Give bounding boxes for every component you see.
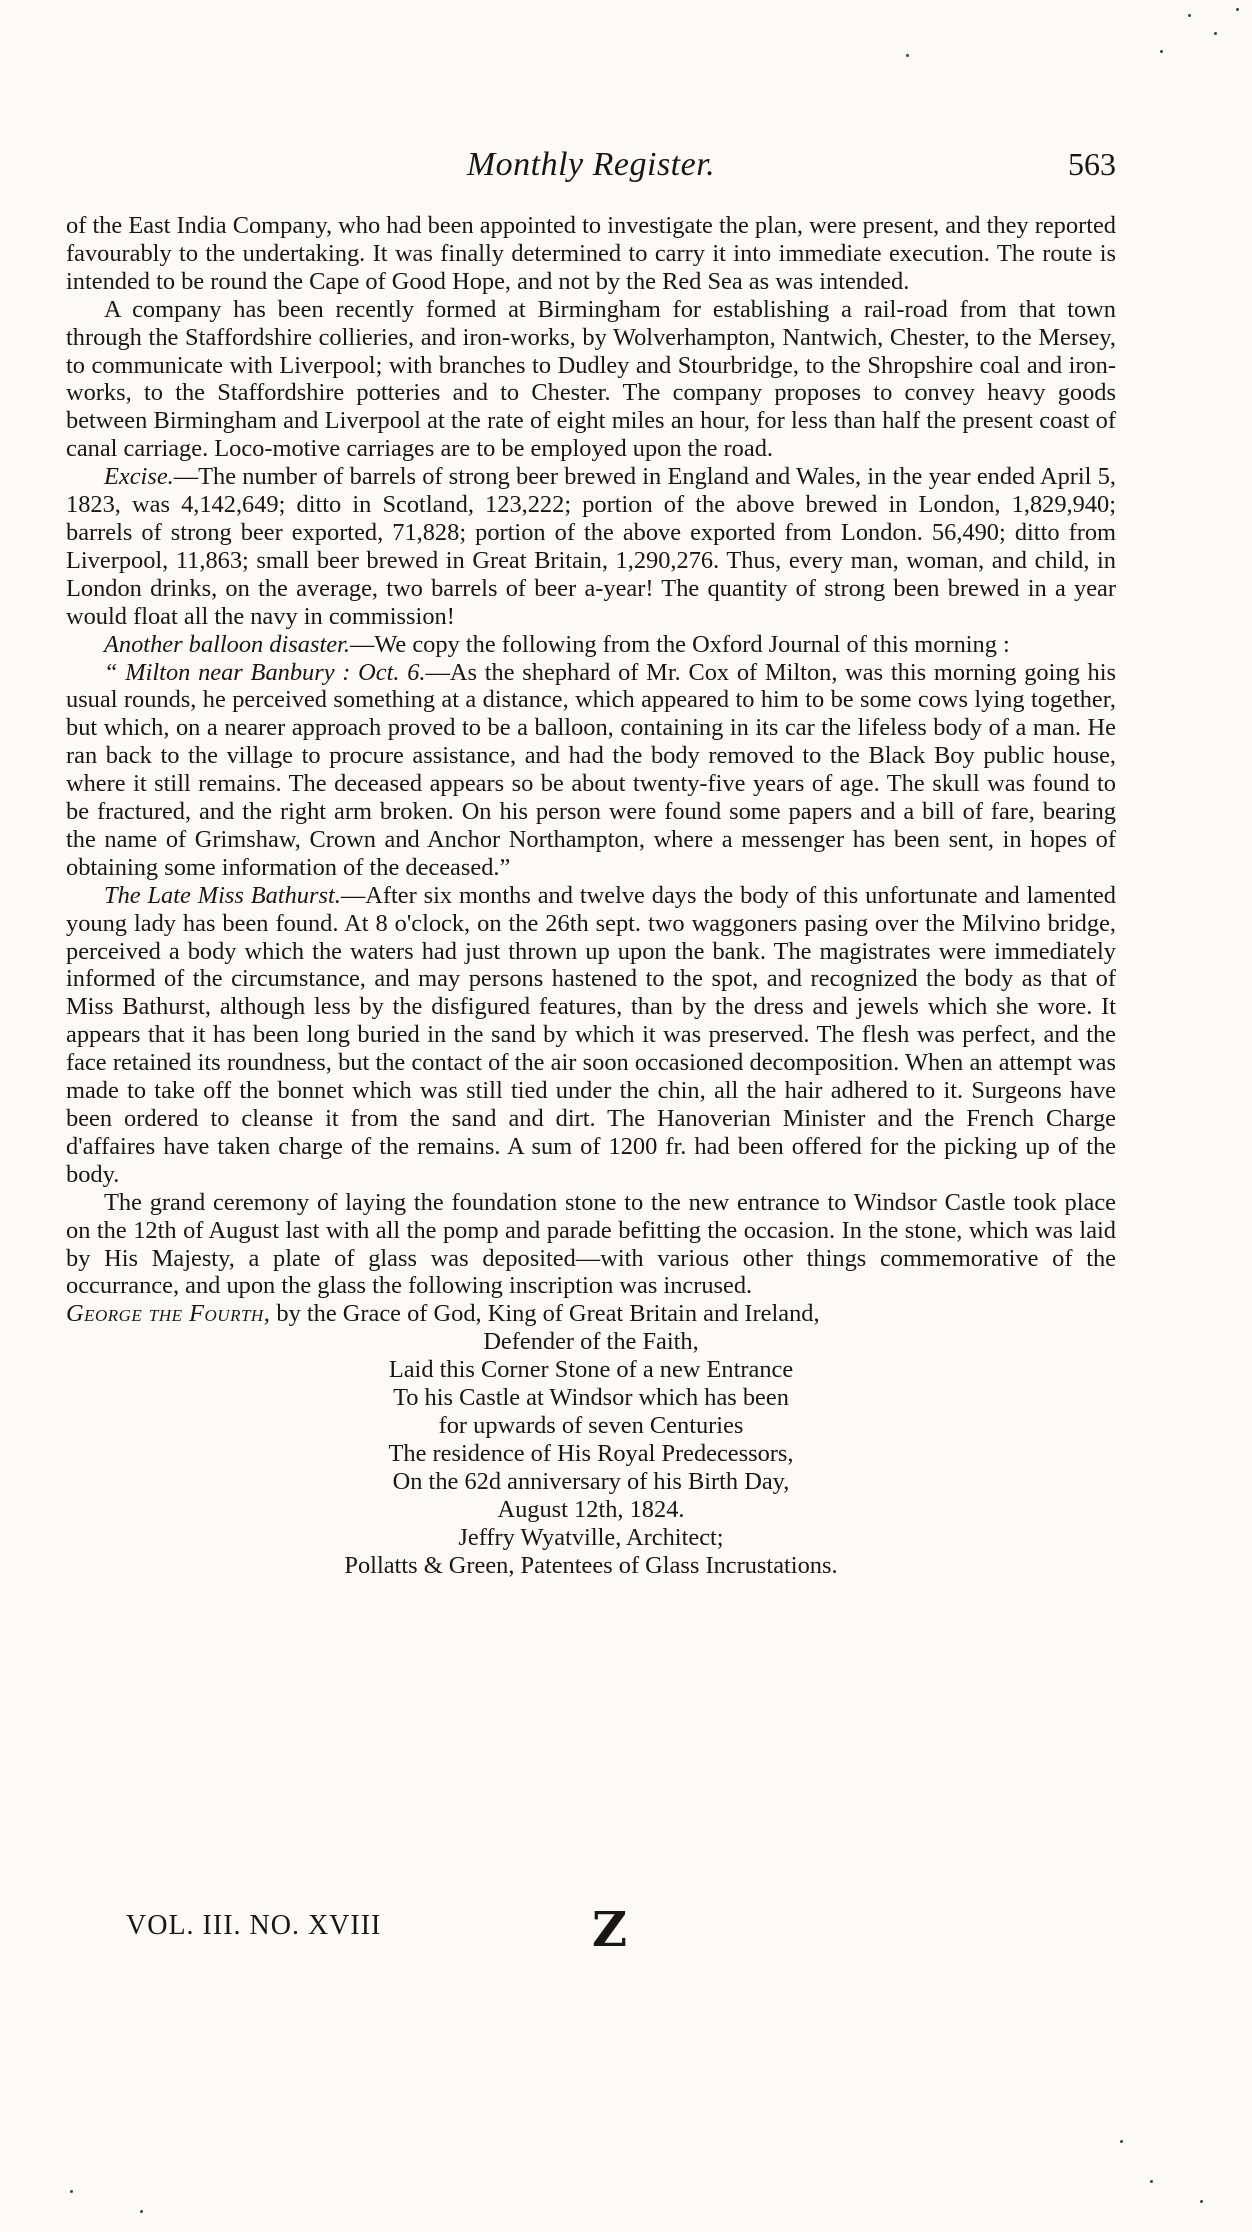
- paragraph-milton: [66, 659, 1116, 882]
- paragraph-lead: “ Milton near Banbury : Oct. 6.: [104, 658, 426, 686]
- scan-speck: [140, 2210, 143, 2213]
- inscription-line: [66, 1300, 1116, 1328]
- inscription-line: Laid this Corner Stone of a new Entrance: [388, 1356, 794, 1384]
- inscription-line: August 12th, 1824.: [497, 1495, 685, 1523]
- sheet-letter: Z: [592, 1902, 628, 1958]
- paragraph-text: The grand ceremony of laying the foundation stone to the new entrance to Windsor Castle took place on the 12th of August last with all the pomp and parade befitting the occasion. In the stone, which was laid by His Majesty, a plate of glass was deposited—with various other things commemorative of the occurrance, and upon the glass the following inscription was incrused.: [66, 1188, 1116, 1300]
- paragraph-east-india: [66, 212, 1116, 296]
- scan-speck: [1160, 50, 1163, 53]
- page-footer: [126, 1902, 646, 1960]
- page-header: [66, 146, 1116, 190]
- scan-speck: [1236, 8, 1239, 11]
- scan-speck: [1150, 2180, 1153, 2183]
- inscription-name: George the Fourth,: [66, 1300, 271, 1328]
- inscription-line: On the 62d anniversary of his Birth Day,: [392, 1467, 790, 1495]
- inscription-line: Jeffry Wyatville, Architect;: [458, 1523, 724, 1551]
- paragraph-text: —We copy the following from the Oxford Journal of this morning :: [349, 630, 1010, 658]
- inscription-line: To his Castle at Windsor which has been: [393, 1384, 789, 1412]
- article-body: [66, 212, 1116, 1579]
- scan-speck: [906, 54, 909, 57]
- paragraph-rail-road: [66, 296, 1116, 463]
- scan-speck: [1200, 2200, 1203, 2203]
- scan-speck: [1214, 32, 1217, 35]
- paragraph-text: A company has been recently formed at Birmingham for establishing a rail-road from that town through the Staffordshire collieries, and iron-works, by Wolverhampton, Nantwich, Chester, to the Mersey, to communicate with Liverpool; with branches to Dudley and Stourbridge, to the Shropshire coal and iron-works, to the Staffordshire potteries and to Chester. The company proposes to convey heavy goods between Birmingham and Liverpool at the rate of eight miles an hour, for less than half the present coast of canal carriage. Loco-motive carriages are to be employed upon the road.: [66, 295, 1116, 463]
- scan-speck: [1188, 14, 1191, 17]
- paragraph-balloon: [66, 631, 1116, 659]
- inscription-line: The residence of His Royal Predecessors,: [388, 1439, 794, 1467]
- scan-speck: [1120, 2140, 1123, 2143]
- inscription-block: [66, 1300, 1116, 1579]
- paragraph-text: —The number of barrels of strong beer brewed in England and Wales, in the year ended April 5, 1823, was 4,142,649; ditto in Scotland, 123,222; portion of the above brewed in London, 1,829,940; barrels of strong beer exported, 71,828; portion of the above exported from London. 56,490; ditto from Liverpool, 11,863; small beer brewed in Great Britain, 1,290,276. Thus, every man, woman, and child, in London drinks, on the average, two barrels of beer a-year! The quantity of strong been brewed in a year would float all the navy in commission!: [66, 463, 1116, 630]
- paragraph-windsor: [66, 1189, 1116, 1301]
- inscription-line: Pollatts & Green, Patentees of Glass Incrustations.: [344, 1551, 838, 1579]
- inscription-line-text: by the Grace of God, King of Great Britain and Ireland,: [270, 1300, 820, 1328]
- signature-mark: VOL. III. NO. XVIII: [126, 1910, 382, 1941]
- inscription-line: Defender of the Faith,: [483, 1328, 699, 1356]
- paragraph-text: of the East India Company, who had been appointed to investigate the plan, were present, and they reported favourably to the undertaking. It was finally determined to carry it into immediate execution. The route is intended to be round the Cape of Good Hope, and not by the Red Sea as was intended.: [66, 212, 1116, 295]
- paragraph-excise: [66, 463, 1116, 630]
- paragraph-text: —As the shephard of Mr. Cox of Milton, was this morning going his usual rounds, he perceived something at a distance, which appeared to him to be some cows lying together, but which, on a nearer approach proved to be a balloon, containing in its car the lifeless body of a man. He ran back to the village to procure assistance, and had the body removed to the Black Boy public house, where it still remains. The deceased appears so be about twenty-five years of age. The skull was found to be fractured, and the right arm broken. On his person were found some papers and a bill of fare, bearing the name of Grimshaw, Crown and Anchor Northampton, where a messenger has been sent, in hopes of obtaining some information of the deceased.”: [66, 658, 1117, 881]
- paragraph-lead: The Late Miss Bathurst.: [104, 881, 341, 909]
- paragraph-lead: Excise.: [104, 463, 174, 491]
- page-number: 563: [1068, 146, 1116, 182]
- paragraph-lead: Another balloon disaster.: [104, 630, 350, 658]
- running-title: Monthly Register.: [466, 146, 716, 183]
- scan-speck: [70, 2190, 73, 2193]
- paragraph-bathurst: [66, 882, 1116, 1189]
- inscription-line: for upwards of seven Centuries: [438, 1411, 744, 1439]
- paragraph-text: —After six months and twelve days the body of this unfortunate and lamented young lady has been found. At 8 o'clock, on the 26th sept. two waggoners pasing over the Milvino bridge, perceived a body which the waters had just thrown up upon the bank. The magistrates were immediately informed of the circumstance, and may persons hastened to the spot, and recognized the body as that of Miss Bathurst, although less by the disfigured features, than by the dress and jewels which she wore. It appears that it has been long buried in the sand by which it was preserved. The flesh was perfect, and the face retained its roundness, but the contact of the air soon occasioned decomposition. When an attempt was made to take off the bonnet which was still tied under the chin, all the hair adhered to it. Surgeons have been ordered to cleanse it from the sand and dirt. The Hanoverian Minister and the French Charge d'affaires have taken charge of the remains. A sum of 1200 fr. had been offered for the picking up of the body.: [66, 881, 1116, 1188]
